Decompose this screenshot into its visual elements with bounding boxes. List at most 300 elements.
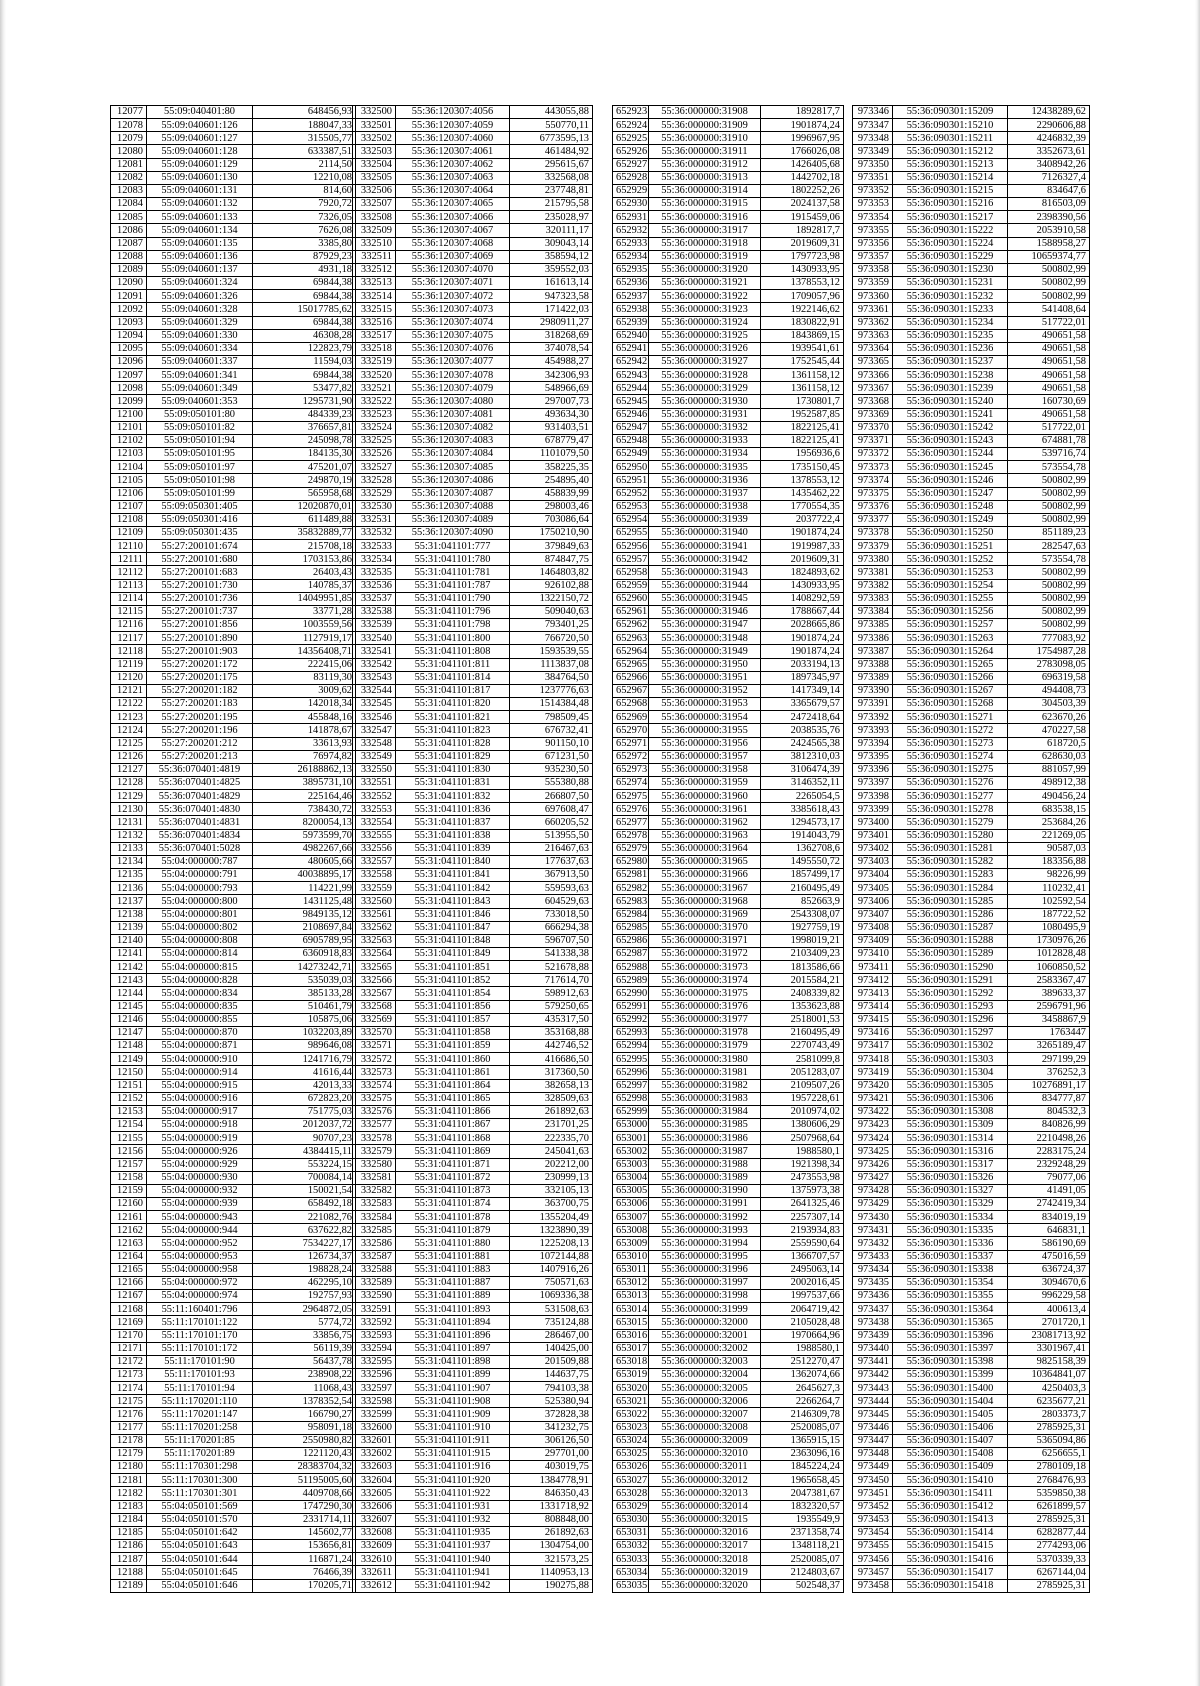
- cadastral-value-cell: 500802,99: [1008, 592, 1090, 605]
- table-row: [613, 224, 844, 237]
- cadastral-number-cell: 55:31:041101:828: [396, 737, 510, 750]
- cadastral-number-cell: 55:31:041101:817: [396, 684, 510, 697]
- row-number-cell: 12171: [111, 1342, 147, 1355]
- cadastral-value-cell: 1770554,35: [761, 500, 844, 513]
- row-number-cell: 12161: [111, 1211, 147, 1224]
- table-row: [853, 790, 1090, 803]
- cadastral-number-cell: 55:04:000000:929: [147, 1158, 253, 1171]
- table-row: [613, 448, 844, 461]
- table-row: [853, 658, 1090, 671]
- table-row: [613, 974, 844, 987]
- table-row: [353, 395, 593, 408]
- row-number-cell: 973437: [853, 1303, 893, 1316]
- cadastral-number-cell: 55:36:120307:4059: [396, 119, 510, 132]
- table-row: [111, 1408, 356, 1421]
- cadastral-value-cell: 2645627,3: [761, 1382, 844, 1395]
- table-row: [353, 1434, 593, 1447]
- row-number-cell: 973429: [853, 1197, 893, 1210]
- cadastral-number-cell: 55:36:090301:15217: [893, 211, 1008, 224]
- row-number-cell: 973394: [853, 737, 893, 750]
- cadastral-value-cell: 7920,72: [253, 198, 356, 211]
- row-number-cell: 652941: [613, 342, 649, 355]
- cadastral-number-cell: 55:36:000000:31913: [649, 171, 761, 184]
- row-number-cell: 332585: [353, 1224, 396, 1237]
- cadastral-value-cell: 304503,39: [1008, 698, 1090, 711]
- cadastral-number-cell: 55:36:090301:15291: [893, 974, 1008, 987]
- table-row: [613, 1040, 844, 1053]
- row-number-cell: 973424: [853, 1132, 893, 1145]
- table-row: [613, 527, 844, 540]
- cadastral-value-cell: 87929,23: [253, 250, 356, 263]
- cadastral-number-cell: 55:36:000000:31922: [649, 290, 761, 303]
- cadastral-number-cell: 55:36:120307:4088: [396, 500, 510, 513]
- row-number-cell: 12133: [111, 842, 147, 855]
- cadastral-value-cell: 1375973,38: [761, 1184, 844, 1197]
- table-row: [613, 408, 844, 421]
- cadastral-number-cell: 55:36:120307:4076: [396, 342, 510, 355]
- table-row: [853, 382, 1090, 395]
- table-row: [613, 763, 844, 776]
- row-number-cell: 652952: [613, 487, 649, 500]
- cadastral-number-cell: 55:36:090301:15250: [893, 527, 1008, 540]
- cadastral-value-cell: 500802,99: [1008, 566, 1090, 579]
- row-number-cell: 12137: [111, 895, 147, 908]
- cadastral-number-cell: 55:36:090301:15212: [893, 145, 1008, 158]
- cadastral-value-cell: 611489,88: [253, 513, 356, 526]
- cadastral-value-cell: 2331714,11: [253, 1513, 356, 1526]
- cadastral-number-cell: 55:09:040601:127: [147, 132, 253, 145]
- table-row: [353, 540, 593, 553]
- cadastral-value-cell: 1353623,88: [761, 1000, 844, 1013]
- cadastral-value-cell: 79077,06: [1008, 1171, 1090, 1184]
- cadastral-number-cell: 55:36:090301:15264: [893, 645, 1008, 658]
- table-row: [353, 487, 593, 500]
- row-number-cell: 332500: [353, 106, 396, 119]
- row-number-cell: 973346: [853, 106, 893, 119]
- table-row: [853, 158, 1090, 171]
- cadastral-number-cell: 55:09:040601:330: [147, 329, 253, 342]
- cadastral-number-cell: 55:31:041101:869: [396, 1145, 510, 1158]
- cadastral-number-cell: 55:36:000000:32007: [649, 1408, 761, 1421]
- cadastral-number-cell: 55:36:090301:15316: [893, 1145, 1008, 1158]
- cadastral-number-cell: 55:27:200201:183: [147, 698, 253, 711]
- row-number-cell: 332597: [353, 1382, 396, 1395]
- cadastral-number-cell: 55:36:000000:32020: [649, 1579, 761, 1592]
- cadastral-value-cell: 1295731,90: [253, 395, 356, 408]
- table-row: [613, 316, 844, 329]
- row-number-cell: 332520: [353, 369, 396, 382]
- row-number-cell: 332589: [353, 1276, 396, 1289]
- table-row: [853, 329, 1090, 342]
- table-row: [853, 1105, 1090, 1118]
- cadastral-value-cell: 490651,58: [1008, 369, 1090, 382]
- row-number-cell: 332558: [353, 869, 396, 882]
- row-number-cell: 332514: [353, 290, 396, 303]
- table-row: [853, 1224, 1090, 1237]
- row-number-cell: 12168: [111, 1303, 147, 1316]
- table-row: [353, 1158, 593, 1171]
- cadastral-number-cell: 55:31:041101:829: [396, 750, 510, 763]
- cadastral-value-cell: 3009,62: [253, 684, 356, 697]
- row-number-cell: 12157: [111, 1158, 147, 1171]
- cadastral-value-cell: 1952587,85: [761, 408, 844, 421]
- row-number-cell: 652943: [613, 369, 649, 382]
- row-number-cell: 332588: [353, 1263, 396, 1276]
- row-number-cell: 12093: [111, 316, 147, 329]
- table-row: [613, 1408, 844, 1421]
- row-number-cell: 973410: [853, 948, 893, 961]
- cadastral-value-cell: 500802,99: [1008, 474, 1090, 487]
- cadastral-value-cell: 1901874,24: [761, 632, 844, 645]
- row-number-cell: 12181: [111, 1474, 147, 1487]
- cadastral-value-cell: 541408,64: [1008, 303, 1090, 316]
- row-number-cell: 332584: [353, 1211, 396, 1224]
- cadastral-value-cell: 500802,99: [1008, 290, 1090, 303]
- cadastral-number-cell: 55:11:170101:94: [147, 1382, 253, 1395]
- cadastral-value-cell: 403019,75: [510, 1461, 593, 1474]
- cadastral-number-cell: 55:27:200101:737: [147, 605, 253, 618]
- table-row: [853, 263, 1090, 276]
- row-number-cell: 652996: [613, 1066, 649, 1079]
- cadastral-number-cell: 55:09:040601:129: [147, 158, 253, 171]
- cadastral-number-cell: 55:36:000000:31927: [649, 355, 761, 368]
- table-row: [353, 724, 593, 737]
- cadastral-number-cell: 55:36:090301:15314: [893, 1132, 1008, 1145]
- row-number-cell: 332586: [353, 1237, 396, 1250]
- table-row: [111, 790, 356, 803]
- cadastral-value-cell: 90707,23: [253, 1132, 356, 1145]
- table-row: [111, 1224, 356, 1237]
- cadastral-number-cell: 55:31:041101:811: [396, 658, 510, 671]
- cadastral-number-cell: 55:36:000000:32015: [649, 1513, 761, 1526]
- cadastral-value-cell: 1788667,44: [761, 605, 844, 618]
- table-row: [111, 1132, 356, 1145]
- row-number-cell: 973436: [853, 1290, 893, 1303]
- table-row: [613, 263, 844, 276]
- cadastral-value-cell: 5365094,86: [1008, 1434, 1090, 1447]
- cadastral-value-cell: 5973599,70: [253, 829, 356, 842]
- table-row: [353, 1171, 593, 1184]
- table-row: [853, 1092, 1090, 1105]
- cadastral-value-cell: 7534227,17: [253, 1237, 356, 1250]
- row-number-cell: 652951: [613, 474, 649, 487]
- table-row: [613, 842, 844, 855]
- cadastral-number-cell: 55:31:041101:915: [396, 1447, 510, 1460]
- table-row: [111, 579, 356, 592]
- row-number-cell: 652940: [613, 329, 649, 342]
- row-number-cell: 12086: [111, 224, 147, 237]
- row-number-cell: 332525: [353, 434, 396, 447]
- table-row: [613, 1316, 844, 1329]
- cadastral-number-cell: 55:36:090301:15410: [893, 1474, 1008, 1487]
- row-number-cell: 12107: [111, 500, 147, 513]
- cadastral-number-cell: 55:04:000000:802: [147, 921, 253, 934]
- cadastral-value-cell: 3301967,41: [1008, 1342, 1090, 1355]
- cadastral-number-cell: 55:04:000000:801: [147, 908, 253, 921]
- row-number-cell: 12120: [111, 671, 147, 684]
- row-number-cell: 12188: [111, 1566, 147, 1579]
- table-row: [853, 895, 1090, 908]
- row-number-cell: 332555: [353, 829, 396, 842]
- table-row: [353, 408, 593, 421]
- cadastral-number-cell: 55:04:000000:914: [147, 1066, 253, 1079]
- row-number-cell: 973392: [853, 711, 893, 724]
- table-row: [613, 1105, 844, 1118]
- cadastral-number-cell: 55:36:120307:4069: [396, 250, 510, 263]
- cadastral-number-cell: 55:36:070401:5028: [147, 842, 253, 855]
- cadastral-value-cell: 5370339,33: [1008, 1553, 1090, 1566]
- table-row: [111, 500, 356, 513]
- cadastral-value-cell: 4931,18: [253, 263, 356, 276]
- cadastral-number-cell: 55:31:041101:941: [396, 1566, 510, 1579]
- table-row: [353, 250, 593, 263]
- cadastral-number-cell: 55:31:041101:852: [396, 974, 510, 987]
- cadastral-number-cell: 55:36:090301:15418: [893, 1579, 1008, 1592]
- row-number-cell: 653000: [613, 1119, 649, 1132]
- cadastral-value-cell: 35832889,77: [253, 527, 356, 540]
- cadastral-number-cell: 55:36:000000:31997: [649, 1276, 761, 1289]
- cadastral-value-cell: 315505,77: [253, 132, 356, 145]
- cadastral-value-cell: 1140953,13: [510, 1566, 593, 1579]
- cadastral-value-cell: 33613,93: [253, 737, 356, 750]
- row-number-cell: 652931: [613, 211, 649, 224]
- cadastral-value-cell: 573554,78: [1008, 461, 1090, 474]
- table-row: [353, 1000, 593, 1013]
- cadastral-value-cell: 98226,99: [1008, 869, 1090, 882]
- row-number-cell: 652970: [613, 724, 649, 737]
- table-row: [353, 1119, 593, 1132]
- table-row: [111, 487, 356, 500]
- cadastral-value-cell: 2780109,18: [1008, 1461, 1090, 1474]
- table-row: [111, 316, 356, 329]
- cadastral-value-cell: 2329248,29: [1008, 1158, 1090, 1171]
- row-number-cell: 652946: [613, 408, 649, 421]
- table-row: [111, 1079, 356, 1092]
- row-number-cell: 973432: [853, 1237, 893, 1250]
- cadastral-number-cell: 55:36:000000:31996: [649, 1263, 761, 1276]
- table-row: [353, 645, 593, 658]
- cadastral-value-cell: 1361158,12: [761, 369, 844, 382]
- row-number-cell: 12151: [111, 1079, 147, 1092]
- cadastral-value-cell: 190275,88: [510, 1579, 593, 1592]
- cadastral-value-cell: 510461,79: [253, 1000, 356, 1013]
- cadastral-number-cell: 55:36:090301:15287: [893, 921, 1008, 934]
- cadastral-number-cell: 55:36:120307:4090: [396, 527, 510, 540]
- cadastral-number-cell: 55:36:000000:31930: [649, 395, 761, 408]
- row-number-cell: 973365: [853, 355, 893, 368]
- row-number-cell: 12101: [111, 421, 147, 434]
- table-row: [613, 421, 844, 434]
- row-number-cell: 332539: [353, 619, 396, 632]
- cadastral-value-cell: 51195005,60: [253, 1474, 356, 1487]
- table-row: [853, 1303, 1090, 1316]
- table-row: [111, 448, 356, 461]
- table-row: [613, 829, 844, 842]
- row-number-cell: 652926: [613, 145, 649, 158]
- cadastral-value-cell: 1897345,97: [761, 671, 844, 684]
- row-number-cell: 12083: [111, 184, 147, 197]
- cadastral-value-cell: 309043,14: [510, 237, 593, 250]
- row-number-cell: 12088: [111, 250, 147, 263]
- cadastral-value-cell: 750571,63: [510, 1276, 593, 1289]
- table-row: [111, 1369, 356, 1382]
- cadastral-value-cell: 2785925,31: [1008, 1513, 1090, 1526]
- table-row: [613, 1158, 844, 1171]
- table-row: [111, 342, 356, 355]
- cadastral-value-cell: 14356408,71: [253, 645, 356, 658]
- cadastral-number-cell: 55:36:090301:15405: [893, 1408, 1008, 1421]
- cadastral-number-cell: 55:04:000000:972: [147, 1276, 253, 1289]
- table-row: [613, 1211, 844, 1224]
- cadastral-value-cell: 458839,99: [510, 487, 593, 500]
- cadastral-value-cell: 26188862,13: [253, 763, 356, 776]
- row-number-cell: 652990: [613, 987, 649, 1000]
- cadastral-number-cell: 55:36:090301:15238: [893, 369, 1008, 382]
- row-number-cell: 973420: [853, 1079, 893, 1092]
- row-number-cell: 332612: [353, 1579, 396, 1592]
- row-number-cell: 12153: [111, 1105, 147, 1118]
- cadastral-value-cell: 249870,19: [253, 474, 356, 487]
- row-number-cell: 332545: [353, 698, 396, 711]
- table-row: [111, 1211, 356, 1224]
- table-row: [353, 1250, 593, 1263]
- cadastral-value-cell: 1378352,54: [253, 1395, 356, 1408]
- cadastral-number-cell: 55:31:041101:864: [396, 1079, 510, 1092]
- cadastral-number-cell: 55:36:090301:15211: [893, 132, 1008, 145]
- cadastral-number-cell: 55:36:070401:4819: [147, 763, 253, 776]
- row-number-cell: 12166: [111, 1276, 147, 1289]
- row-number-cell: 652968: [613, 698, 649, 711]
- cadastral-number-cell: 55:09:040601:353: [147, 395, 253, 408]
- table-row: [353, 1474, 593, 1487]
- table-row: [613, 724, 844, 737]
- cadastral-number-cell: 55:31:041101:865: [396, 1092, 510, 1105]
- cadastral-value-cell: 696319,58: [1008, 671, 1090, 684]
- cadastral-value-cell: 6282877,44: [1008, 1526, 1090, 1539]
- row-number-cell: 973445: [853, 1408, 893, 1421]
- table-row: [853, 882, 1090, 895]
- cadastral-value-cell: 1843869,15: [761, 329, 844, 342]
- cadastral-number-cell: 55:36:000000:31948: [649, 632, 761, 645]
- row-number-cell: 12176: [111, 1408, 147, 1421]
- cadastral-value-cell: 1331718,92: [510, 1500, 593, 1513]
- table-row: [111, 829, 356, 842]
- table-row: [853, 1263, 1090, 1276]
- table-row: [111, 1119, 356, 1132]
- cadastral-value-cell: 2257307,14: [761, 1211, 844, 1224]
- cadastral-value-cell: 198828,24: [253, 1263, 356, 1276]
- cadastral-number-cell: 55:36:120307:4080: [396, 395, 510, 408]
- cadastral-value-cell: 238908,22: [253, 1369, 356, 1382]
- table-row: [853, 605, 1090, 618]
- table-row: [613, 1303, 844, 1316]
- cadastral-number-cell: 55:31:041101:868: [396, 1132, 510, 1145]
- row-number-cell: 973397: [853, 776, 893, 789]
- cadastral-number-cell: 55:36:090301:15275: [893, 763, 1008, 776]
- table-row: [613, 1329, 844, 1342]
- cadastral-number-cell: 55:36:090301:15281: [893, 842, 1008, 855]
- row-number-cell: 332598: [353, 1395, 396, 1408]
- row-number-cell: 652936: [613, 277, 649, 290]
- row-number-cell: 652956: [613, 540, 649, 553]
- cadastral-value-cell: 535039,03: [253, 974, 356, 987]
- cadastral-number-cell: 55:31:041101:898: [396, 1355, 510, 1368]
- cadastral-number-cell: 55:36:090301:15293: [893, 1000, 1008, 1013]
- row-number-cell: 653035: [613, 1579, 649, 1592]
- cadastral-value-cell: 793401,25: [510, 619, 593, 632]
- table-row: [613, 1526, 844, 1539]
- cadastral-value-cell: 442746,52: [510, 1040, 593, 1053]
- table-row: [853, 1526, 1090, 1539]
- table-row: [353, 1211, 593, 1224]
- cadastral-value-cell: 358594,12: [510, 250, 593, 263]
- cadastral-value-cell: 2495063,14: [761, 1263, 844, 1276]
- cadastral-number-cell: 55:31:041101:942: [396, 1579, 510, 1592]
- table-row: [853, 1513, 1090, 1526]
- cadastral-value-cell: 286467,00: [510, 1329, 593, 1342]
- row-number-cell: 652950: [613, 461, 649, 474]
- cadastral-number-cell: 55:27:200101:680: [147, 553, 253, 566]
- cadastral-value-cell: 808848,00: [510, 1513, 593, 1526]
- row-number-cell: 12187: [111, 1553, 147, 1566]
- row-number-cell: 332516: [353, 316, 396, 329]
- row-number-cell: 973435: [853, 1276, 893, 1289]
- table-row: [853, 106, 1090, 119]
- cadastral-value-cell: 1032203,89: [253, 1026, 356, 1039]
- table-row: [853, 1395, 1090, 1408]
- table-row: [111, 132, 356, 145]
- table-row: [853, 934, 1090, 947]
- row-number-cell: 973422: [853, 1105, 893, 1118]
- row-number-cell: 12106: [111, 487, 147, 500]
- row-number-cell: 332595: [353, 1355, 396, 1368]
- table-row: [353, 1513, 593, 1526]
- table-row: [613, 1197, 844, 1210]
- cadastral-number-cell: 55:04:000000:932: [147, 1184, 253, 1197]
- cadastral-value-cell: 2012037,72: [253, 1119, 356, 1132]
- row-number-cell: 653027: [613, 1474, 649, 1487]
- table-row: [613, 1342, 844, 1355]
- scan-edge-left: [0, 0, 6, 1686]
- cadastral-value-cell: 1857499,17: [761, 869, 844, 882]
- cadastral-value-cell: 317360,50: [510, 1066, 593, 1079]
- row-number-cell: 332512: [353, 263, 396, 276]
- row-number-cell: 973398: [853, 790, 893, 803]
- table-row: [853, 237, 1090, 250]
- table-row: [853, 1184, 1090, 1197]
- row-number-cell: 973450: [853, 1474, 893, 1487]
- row-number-cell: 332604: [353, 1474, 396, 1487]
- table-row: [111, 355, 356, 368]
- cadastral-value-cell: 3458867,9: [1008, 1013, 1090, 1026]
- cadastral-number-cell: 55:31:041101:887: [396, 1276, 510, 1289]
- row-number-cell: 973434: [853, 1263, 893, 1276]
- cadastral-number-cell: 55:04:050101:643: [147, 1540, 253, 1553]
- row-number-cell: 973357: [853, 250, 893, 263]
- row-number-cell: 973393: [853, 724, 893, 737]
- row-number-cell: 332506: [353, 184, 396, 197]
- table-row: [353, 1105, 593, 1118]
- cadastral-value-cell: 2783098,05: [1008, 658, 1090, 671]
- table-row: [853, 1040, 1090, 1053]
- row-number-cell: 653003: [613, 1158, 649, 1171]
- row-number-cell: 332526: [353, 448, 396, 461]
- row-number-cell: 12136: [111, 882, 147, 895]
- row-number-cell: 332532: [353, 527, 396, 540]
- table-row: [111, 474, 356, 487]
- table-row: [853, 1171, 1090, 1184]
- cadastral-value-cell: 494408,73: [1008, 684, 1090, 697]
